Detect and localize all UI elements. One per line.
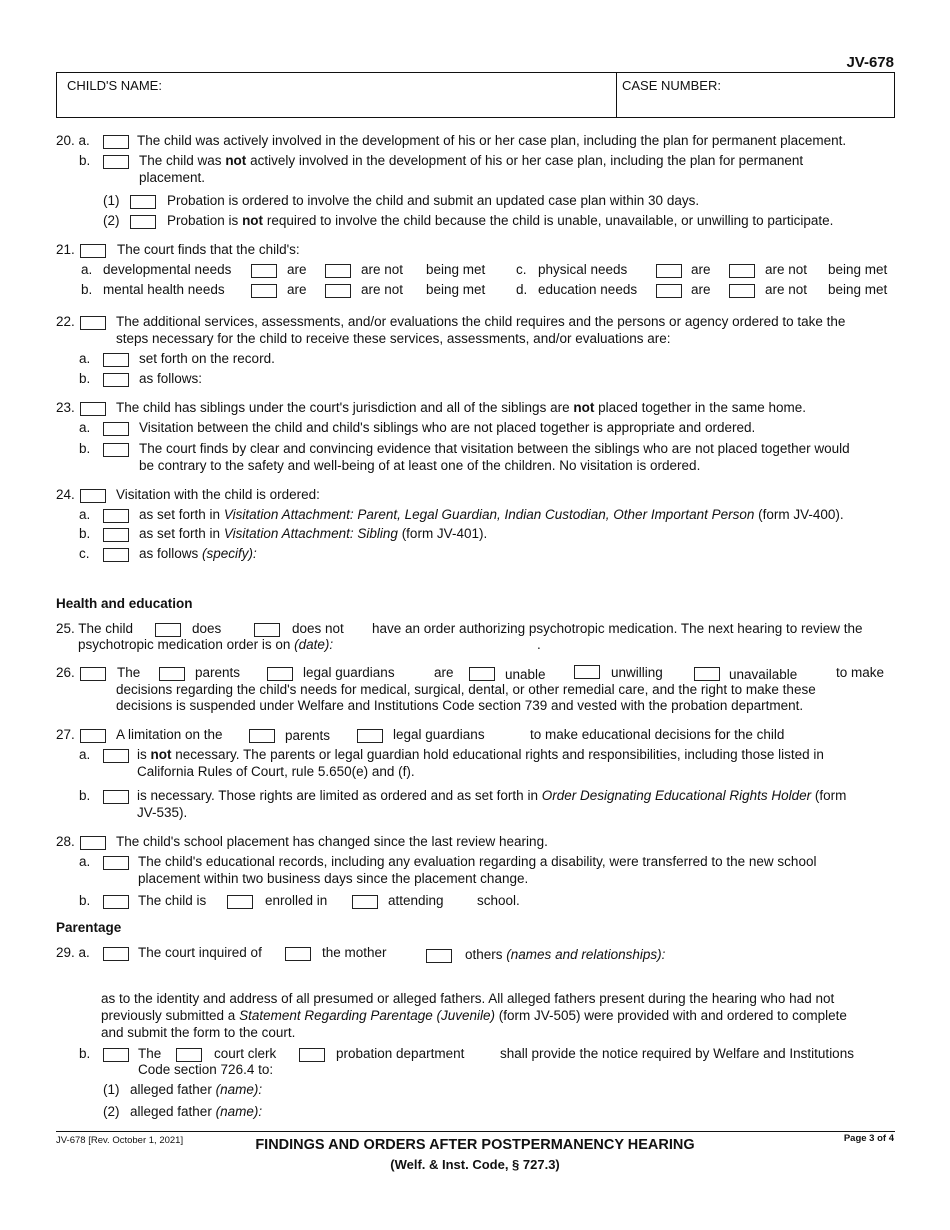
parentage-heading: Parentage [56,920,122,935]
item-20b1-number: (1) [103,193,120,208]
item-29a-others-checkbox[interactable] [426,949,452,963]
item-26-unavailable: unavailable [729,667,798,682]
item-28a-checkbox[interactable] [103,856,129,870]
item-20b-number: b. [79,153,91,168]
child-name-label: CHILD'S NAME: [67,78,162,93]
item-28b-attending-checkbox[interactable] [352,895,378,909]
item-26-parents-checkbox[interactable] [159,667,185,681]
item-21c-label: physical needs [538,262,628,277]
item-28a-text-cont: placement within two business days since the placement change. [138,871,529,886]
caption-box [56,72,895,118]
item-21-checkbox[interactable] [80,244,106,258]
item-21b-are-not: are not [361,282,404,297]
item-24c-letter: c. [79,546,90,561]
item-29b-probation-checkbox[interactable] [299,1048,325,1062]
item-27-legal-guardians-checkbox[interactable] [357,729,383,743]
item-20b1-checkbox[interactable] [130,195,156,209]
item-29a-text: The court inquired of [138,945,262,960]
item-21b-letter: b. [81,282,93,297]
item-29b2-text: alleged father (name): [130,1104,263,1119]
item-21d-are: are [691,282,711,297]
item-29b1-number: (1) [103,1082,120,1097]
item-25-text: 25. The child [56,621,134,636]
health-education-heading: Health and education [56,596,193,611]
footer-subtitle: (Welf. & Inst. Code, § 727.3) [390,1157,560,1172]
form-number: JV-678 [846,54,894,71]
item-26-number: 26. [56,665,75,680]
item-21d-are-checkbox[interactable] [656,284,682,298]
item-21d-are-not-checkbox[interactable] [729,284,755,298]
item-28-number: 28. [56,834,75,849]
item-28-checkbox[interactable] [80,836,106,850]
item-21-text: The court finds that the child's: [117,242,300,257]
item-23-text: The child has siblings under the court's jurisdiction and all of the siblings are not placed together in the same home. [116,400,806,415]
item-27-parents-checkbox[interactable] [249,729,275,743]
item-23b-checkbox[interactable] [103,443,129,457]
footer-page-number: Page 3 of 4 [843,1133,894,1144]
case-number-label: CASE NUMBER: [622,78,721,93]
item-21a-label: developmental needs [103,262,232,277]
item-20b-text-cont: placement. [139,170,206,185]
item-23b-text: The court finds by clear and convincing evidence that visitation between the siblings who are not placed together would [139,441,850,456]
item-23a-letter: a. [79,420,91,435]
item-27-checkbox[interactable] [80,729,106,743]
item-22-number: 22. [56,314,75,329]
item-22b-letter: b. [79,371,91,386]
item-24-number: 24. [56,487,75,502]
item-28b-checkbox[interactable] [103,895,129,909]
item-23-number: 23. [56,400,75,415]
item-28b-school: school. [477,893,520,908]
item-24a-checkbox[interactable] [103,509,129,523]
item-27a-text: is not necessary. The parents or legal guardian hold educational rights and responsibilities, including those listed in [137,747,824,762]
item-29a-paragraph-3: and submit the form to the court. [101,1025,296,1040]
item-29b-probation-department: probation department [336,1046,465,1061]
item-29a-others: others (names and relationships): [465,947,666,962]
item-21b-are-not-checkbox[interactable] [325,284,351,298]
item-21a-letter: a. [81,262,93,277]
item-24a-text: as set forth in Visitation Attachment: Parent, Legal Guardian, Indian Custodian, Other Important Person (form JV-400). [139,507,844,522]
item-21a-are-not-checkbox[interactable] [325,264,351,278]
item-29b2-number: (2) [103,1104,120,1119]
item-27b-text: is necessary. Those rights are limited as ordered and as set forth in Order Designating Educational Rights Holder (form [137,788,847,803]
item-28b-enrolled-checkbox[interactable] [227,895,253,909]
item-22b-text: as follows: [139,371,203,386]
item-21c-are-not: are not [765,262,808,277]
item-22a-letter: a. [79,351,91,366]
item-29b-the: The [138,1046,162,1061]
item-22-checkbox[interactable] [80,316,106,330]
item-20b2-text: Probation is not required to involve the child because the child is unable, unavailable, or unwilling to participate. [167,213,834,228]
item-23a-checkbox[interactable] [103,422,129,436]
item-27-text-2: to make educational decisions for the child [530,727,785,742]
item-27a-checkbox[interactable] [103,749,129,763]
item-21a-are-checkbox[interactable] [251,264,277,278]
item-23b-text-cont: be contrary to the safety and well-being of at least one of the children. No visitation is ordered. [139,458,701,473]
item-26-text-2: decisions regarding the child's needs for medical, surgical, dental, or other remedial care, and the right to make these [116,682,816,697]
item-26-to-make: to make [836,665,885,680]
item-29a-number: 29. a. [56,945,90,960]
item-21b-are-checkbox[interactable] [251,284,277,298]
item-29b1-text: alleged father (name): [130,1082,263,1097]
item-29a-paragraph-1: as to the identity and address of all presumed or alleged fathers. All alleged fathers present during the hearing who had not [101,991,835,1006]
caption-divider [616,73,617,117]
item-20b-checkbox[interactable] [103,155,129,169]
footer-form-revision: JV-678 [Rev. October 1, 2021] [56,1135,184,1146]
item-25-text-2: have an order authorizing psychotropic medication. The next hearing to review the [372,621,863,636]
item-24b-checkbox[interactable] [103,528,129,542]
item-22a-checkbox[interactable] [103,353,129,367]
item-25-text-3: psychotropic medication order is on (date): [78,637,334,652]
item-28b-letter: b. [79,893,91,908]
item-25-does-not-checkbox[interactable] [254,623,280,637]
item-28b-enrolled-in: enrolled in [265,893,328,908]
item-20b1-text: Probation is ordered to involve the child and submit an updated case plan within 30 days. [167,193,700,208]
item-24-text: Visitation with the child is ordered: [116,487,320,502]
item-25-does: does [192,621,222,636]
item-27-text-1: A limitation on the [116,727,223,742]
item-27b-text-cont: JV-535). [137,805,188,820]
item-23-checkbox[interactable] [80,402,106,416]
item-20a-text: The child was actively involved in the development of his or her case plan, including the plan for permanent placement. [137,133,847,148]
item-27-parents: parents [285,728,331,743]
item-29b-text-2: Code section 726.4 to: [138,1062,274,1077]
item-26-text-3: decisions is suspended under Welfare and Institutions Code section 739 and vested with the probation department. [116,698,804,713]
item-29a-the-mother: the mother [322,945,387,960]
item-26-unwilling: unwilling [611,665,663,680]
item-21d-letter: d. [516,282,528,297]
item-25-does-checkbox[interactable] [155,623,181,637]
item-24b-letter: b. [79,526,91,541]
item-23b-letter: b. [79,441,91,456]
item-28b-attending: attending [388,893,444,908]
item-22-text-cont: steps necessary for the child to receive these services, assessments, and/or evaluations are: [116,331,671,346]
item-26-parents: parents [195,665,241,680]
item-28a-text: The child's educational records, including any evaluation regarding a disability, were transferred to the new school [138,854,817,869]
item-21b-are: are [287,282,307,297]
item-22-text: The additional services, assessments, and/or evaluations the child requires and the persons or agency ordered to take the [116,314,846,329]
item-27b-checkbox[interactable] [103,790,129,804]
item-21c-letter: c. [516,262,527,277]
item-21d-are-not: are not [765,282,808,297]
item-27-legal-guardians: legal guardians [393,727,485,742]
item-26-checkbox[interactable] [80,667,106,681]
item-29b-letter: b. [79,1046,91,1061]
item-24a-letter: a. [79,507,91,522]
item-27a-text-cont: California Rules of Court, rule 5.650(e) and (f). [137,764,415,779]
item-21a-being-met: being met [426,262,486,277]
item-20a-number: 20. a. [56,133,90,148]
item-20b2-checkbox[interactable] [130,215,156,229]
item-26-unavailable-checkbox[interactable] [694,667,720,681]
item-29b-text-1: shall provide the notice required by Welfare and Institutions [500,1046,854,1061]
item-26-unable-checkbox[interactable] [469,667,495,681]
item-26-unwilling-checkbox[interactable] [574,665,600,679]
item-29b-checkbox[interactable] [103,1048,129,1062]
item-24c-text: as follows (specify): [139,546,257,561]
footer-rule [56,1131,895,1132]
item-29b-court-clerk: court clerk [214,1046,277,1061]
item-24b-text: as set forth in Visitation Attachment: Sibling (form JV-401). [139,526,488,541]
item-23a-text: Visitation between the child and child's siblings who are not placed together is appropriate and ordered. [139,420,756,435]
item-27a-letter: a. [79,747,91,762]
item-20a-checkbox[interactable] [103,135,129,149]
item-22a-text: set forth on the record. [139,351,275,366]
item-24-checkbox[interactable] [80,489,106,503]
item-25-period: . [537,637,541,652]
footer-title: FINDINGS AND ORDERS AFTER POSTPERMANENCY HEARING [255,1137,695,1153]
item-26-are: are [434,665,454,680]
item-21c-being-met: being met [828,262,888,277]
item-26-unable: unable [505,667,546,682]
item-25-does-not: does not [292,621,344,636]
item-29a-paragraph-2: previously submitted a Statement Regarding Parentage (Juvenile) (form JV-505) were provided with and ordered to complete [101,1008,847,1023]
item-26-legal-guardians: legal guardians [303,665,395,680]
item-27-number: 27. [56,727,75,742]
item-29a-mother-checkbox[interactable] [285,947,311,961]
item-21c-are: are [691,262,711,277]
item-24c-checkbox[interactable] [103,548,129,562]
item-28-text: The child's school placement has changed since the last review hearing. [116,834,548,849]
item-21a-are: are [287,262,307,277]
item-21b-being-met: being met [426,282,486,297]
item-21c-are-checkbox[interactable] [656,264,682,278]
item-28b-text: The child is [138,893,207,908]
item-20b-text: The child was not actively involved in the development of his or her case plan, including the plan for permanent [139,153,804,168]
item-22b-checkbox[interactable] [103,373,129,387]
item-27b-letter: b. [79,788,91,803]
item-21d-being-met: being met [828,282,888,297]
item-21d-label: education needs [538,282,638,297]
item-21c-are-not-checkbox[interactable] [729,264,755,278]
item-21-number: 21. [56,242,75,257]
item-26-the: The [117,665,141,680]
item-21a-are-not: are not [361,262,404,277]
item-21b-label: mental health needs [103,282,225,297]
item-29b-court-clerk-checkbox[interactable] [176,1048,202,1062]
item-20b2-number: (2) [103,213,120,228]
item-26-legal-guardians-checkbox[interactable] [267,667,293,681]
item-28a-letter: a. [79,854,91,869]
item-29a-checkbox[interactable] [103,947,129,961]
